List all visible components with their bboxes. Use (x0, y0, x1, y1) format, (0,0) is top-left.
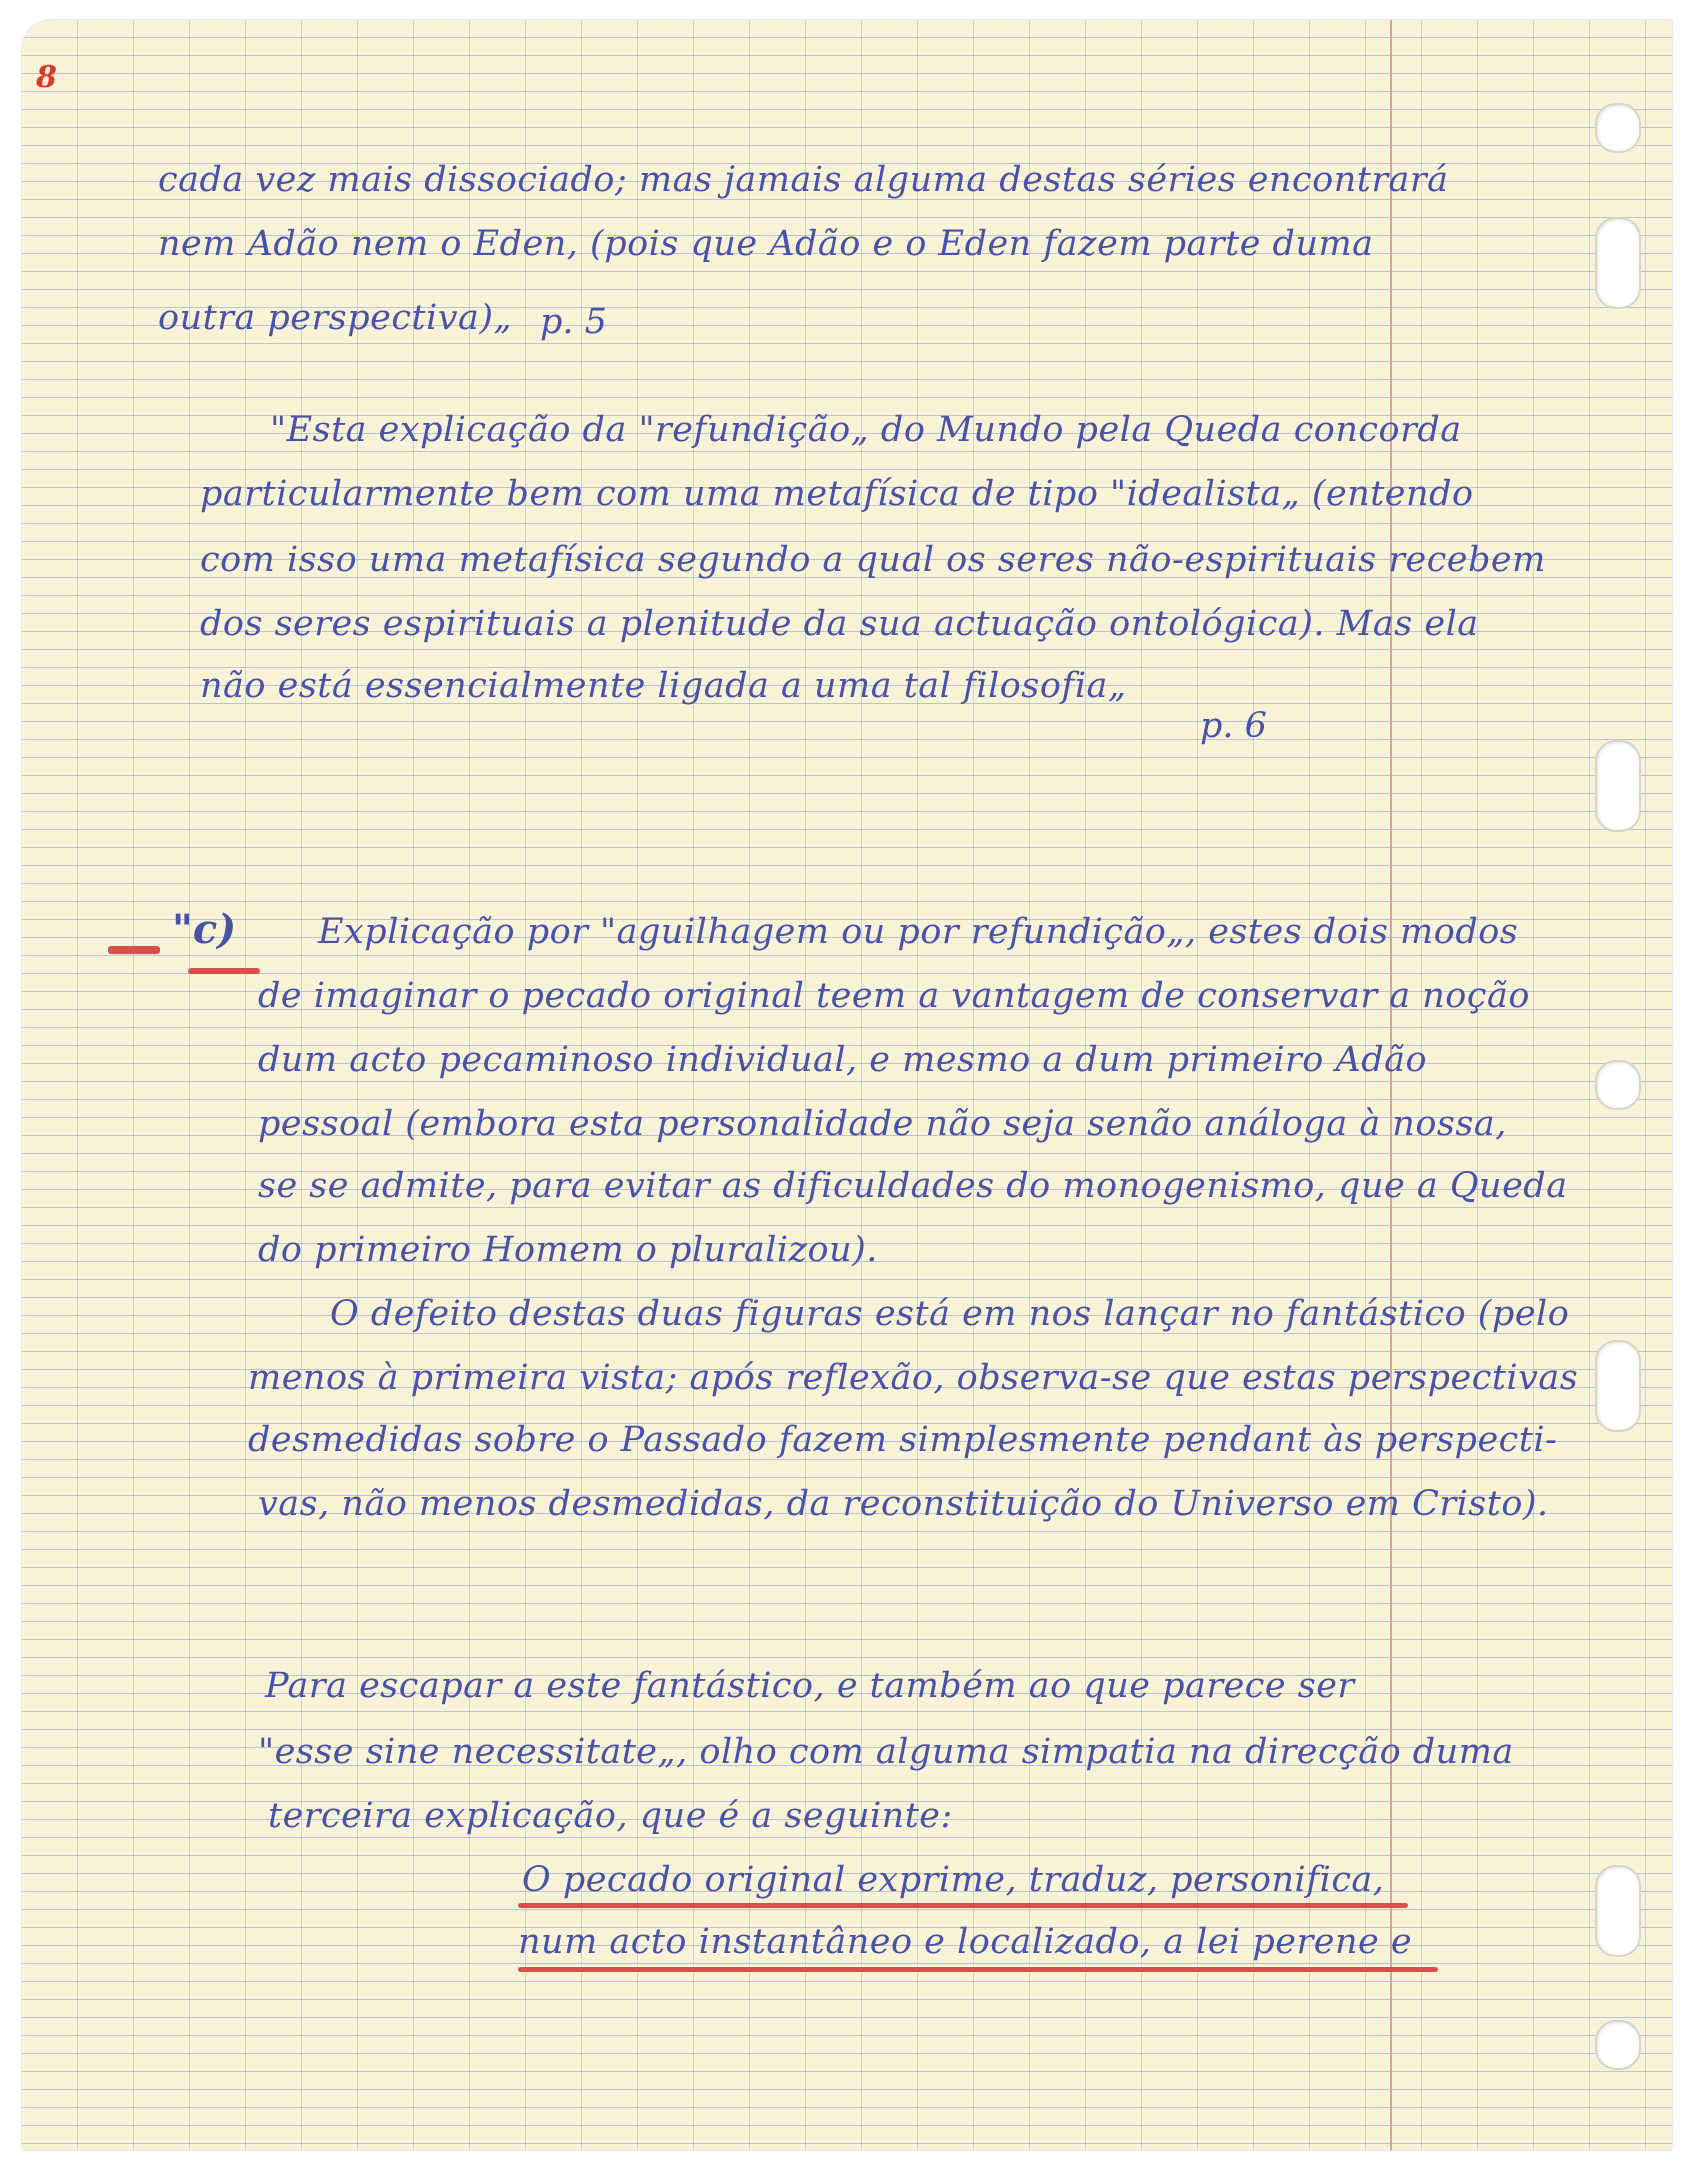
page-reference: p. 6 (1200, 706, 1267, 746)
binder-hole (1595, 2020, 1641, 2070)
underlined-text-line: num acto instantâneo e localizado, a lei perene e (518, 1922, 1413, 1962)
text-line: do primeiro Homem o pluralizou). (258, 1230, 878, 1270)
text-line: se se admite, para evitar as dificuldades do monogenismo, que a Queda (258, 1166, 1568, 1206)
red-underline (518, 1967, 1438, 1972)
page-number: 8 (36, 60, 57, 95)
margin-mark (108, 946, 160, 954)
text-line: "esse sine necessitate„, olho com alguma simpatia na direcção duma (258, 1732, 1514, 1772)
text-line: Explicação por "aguilhagem ou por refundição„, estes dois modos (318, 912, 1519, 952)
binder-hole (1595, 1865, 1641, 1957)
text-line: vas, não menos desmedidas, da reconstituição do Universo em Cristo). (258, 1484, 1549, 1524)
text-line: não está essencialmente ligada a uma tal filosofia„ (200, 666, 1127, 706)
text-line: terceira explicação, que é a seguinte: (268, 1796, 953, 1836)
binder-hole (1595, 103, 1641, 153)
text-line: particularmente bem com uma metafísica de tipo "idealista„ (entendo (200, 474, 1474, 514)
text-line: pessoal (embora esta personalidade não seja senão análoga à nossa, (258, 1104, 1507, 1144)
text-line: de imaginar o pecado original teem a vantagem de conservar a noção (258, 976, 1530, 1016)
marker-underline (188, 968, 260, 974)
text-line: menos à primeira vista; após reflexão, observa-se que estas perspectivas (248, 1358, 1579, 1398)
text-line: cada vez mais dissociado; mas jamais alguma destas séries encontrará (158, 160, 1449, 200)
binder-hole (1595, 740, 1641, 832)
binder-hole (1595, 217, 1641, 309)
text-line: com isso uma metafísica segundo a qual os seres não-espirituais recebem (200, 540, 1546, 580)
binder-hole (1595, 1060, 1641, 1110)
red-underline (518, 1903, 1408, 1908)
text-line: O defeito destas duas figuras está em nos lançar no fantástico (pelo (330, 1294, 1570, 1334)
text-line: dum acto pecaminoso individual, e mesmo a dum primeiro Adão (258, 1040, 1428, 1080)
page-reference: p. 5 (540, 302, 607, 342)
text-line: nem Adão nem o Eden, (pois que Adão e o Eden fazem parte duma (158, 224, 1374, 264)
binder-hole (1595, 1340, 1641, 1432)
section-marker: "c) (172, 906, 237, 953)
text-line: Para escapar a este fantástico, e também ao que parece ser (265, 1666, 1355, 1706)
text-line: desmedidas sobre o Passado fazem simplesmente pendant às perspecti- (248, 1420, 1558, 1460)
text-line: dos seres espirituais a plenitude da sua actuação ontológica). Mas ela (200, 604, 1479, 644)
underlined-text-line: O pecado original exprime, traduz, personifica, (522, 1860, 1385, 1900)
text-line: outra perspectiva)„ (158, 298, 513, 338)
text-line: "Esta explicação da "refundição„ do Mundo pela Queda concorda (270, 410, 1462, 450)
